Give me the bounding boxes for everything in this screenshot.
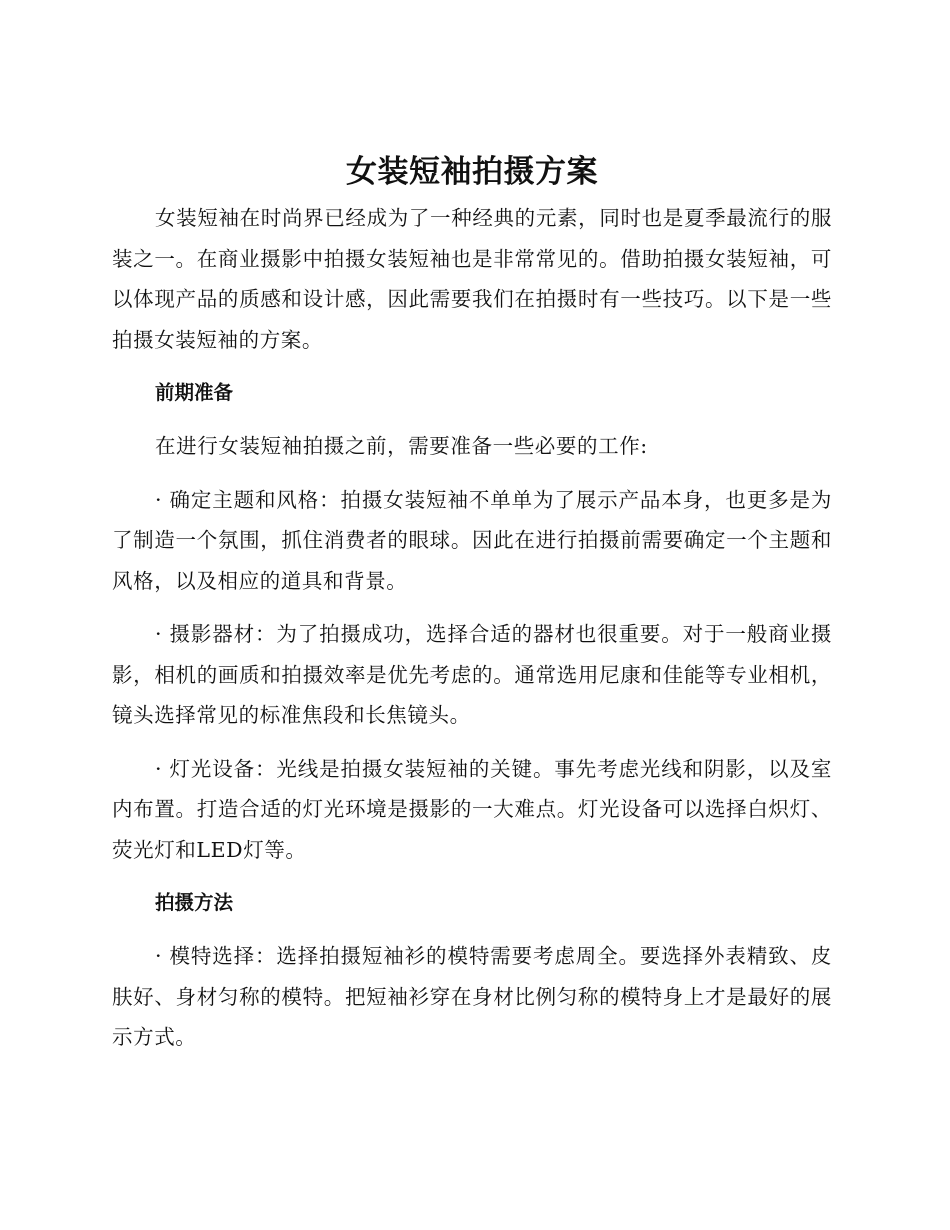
bullet-model-selection: · 模特选择：选择拍摄短袖衫的模特需要考虑周全。要选择外表精致、皮肤好、身材匀称的模特。把短袖衫穿在身材比例匀称的模特身上才是最好的展示方式。 — [112, 944, 832, 1049]
intro-paragraph: 女装短袖在时尚界已经成为了一种经典的元素，同时也是夏季最流行的服装之一。在商业摄影中拍摄女装短袖也是非常常见的。借助拍摄女装短袖，可以体现产品的质感和设计感，因此需要我们在拍摄时有一些技巧。以下是一些拍摄女装短袖的方案。 — [112, 206, 832, 352]
section-heading-preparation: 前期准备 — [155, 381, 234, 404]
document-title: 女装短袖拍摄方案 — [346, 154, 598, 190]
section-heading-shooting-method: 拍摄方法 — [155, 891, 234, 914]
bullet-camera-equipment: · 摄影器材：为了拍摄成功，选择合适的器材也很重要。对于一般商业摄影，相机的画质和拍摄效率是优先考虑的。通常选用尼康和佳能等专业相机，镜头选择常见的标准焦段和长焦镜头。 — [112, 622, 832, 727]
bullet-lighting-equipment: · 灯光设备：光线是拍摄女装短袖的关键。事先考虑光线和阴影，以及室内布置。打造合适的灯光环境是摄影的一大难点。灯光设备可以选择白炽灯、荧光灯和LED灯等。 — [112, 756, 832, 862]
bullet-theme-style: · 确定主题和风格：拍摄女装短袖不单单为了展示产品本身，也更多是为了制造一个氛围，抓住消费者的眼球。因此在进行拍摄前需要确定一个主题和风格，以及相应的道具和背景。 — [112, 487, 832, 593]
document-page — [112, 148, 832, 1071]
preparation-lead-paragraph: 在进行女装短袖拍摄之前，需要准备一些必要的工作: — [155, 434, 648, 458]
